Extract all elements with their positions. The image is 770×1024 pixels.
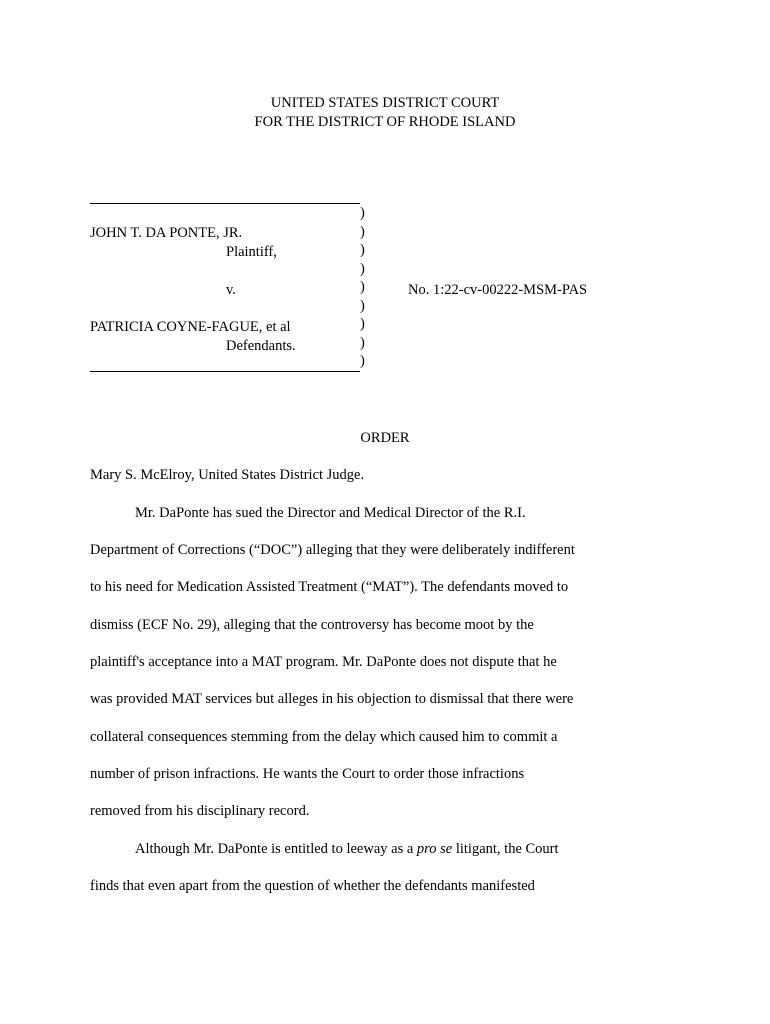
body-line: Department of Corrections (“DOC”) alleging that they were deliberately indifferent bbox=[90, 542, 575, 558]
caption-paren: ) bbox=[360, 279, 365, 295]
versus: v. bbox=[226, 282, 236, 298]
body-line: dismiss (ECF No. 29), alleging that the controversy has become moot by the bbox=[90, 617, 534, 633]
court-district: FOR THE DISTRICT OF RHODE ISLAND bbox=[254, 114, 516, 130]
body-line: number of prison infractions. He wants the Court to order those infractions bbox=[90, 766, 525, 782]
caption-paren: ) bbox=[360, 242, 365, 258]
body-line: Mr. DaPonte has sued the Director and Medical Director of the R.I. bbox=[135, 505, 526, 521]
case-number: No. 1:22-cv-00222-MSM-PAS bbox=[408, 282, 588, 298]
plaintiff-name: JOHN T. DA PONTE, JR. bbox=[90, 225, 243, 241]
caption-top-rule bbox=[90, 203, 360, 204]
order-title: ORDER bbox=[360, 430, 410, 446]
defendant-role: Defendants. bbox=[226, 338, 296, 354]
judge-line: Mary S. McElroy, United States District Judge. bbox=[90, 467, 365, 483]
caption-paren: ) bbox=[360, 223, 365, 240]
court-name: UNITED STATES DISTRICT COURT bbox=[270, 95, 500, 111]
caption-paren: ) bbox=[360, 297, 365, 314]
caption-paren: ) bbox=[360, 260, 365, 277]
body-line: finds that even apart from the question of whether the defendants manifested bbox=[90, 878, 535, 894]
caption-bottom-rule bbox=[90, 371, 360, 372]
caption-paren: ) bbox=[360, 334, 365, 351]
caption-paren: ) bbox=[360, 205, 365, 221]
body-line-pro-se bbox=[135, 841, 559, 858]
body-line: collateral consequences stemming from the delay which caused him to commit a bbox=[90, 729, 558, 745]
plaintiff-role: Plaintiff, bbox=[226, 244, 277, 260]
body-line: to his need for Medication Assisted Treatment (“MAT”). The defendants moved to bbox=[90, 579, 569, 595]
defendant-name: PATRICIA COYNE-FAGUE, et al bbox=[90, 319, 291, 335]
body-line: removed from his disciplinary record. bbox=[90, 803, 310, 819]
caption-paren: ) bbox=[360, 353, 365, 369]
caption-parens bbox=[360, 204, 365, 371]
pro-se-after: litigant, the Court bbox=[452, 841, 559, 857]
caption-paren: ) bbox=[360, 316, 365, 332]
body-line: plaintiff's acceptance into a MAT program. Mr. DaPonte does not dispute that he bbox=[90, 654, 557, 670]
pro-se-before: Although Mr. DaPonte is entitled to leeway as a bbox=[135, 841, 417, 857]
body-line: was provided MAT services but alleges in his objection to dismissal that there were bbox=[90, 691, 574, 707]
pro-se-italic: pro se bbox=[416, 841, 453, 857]
